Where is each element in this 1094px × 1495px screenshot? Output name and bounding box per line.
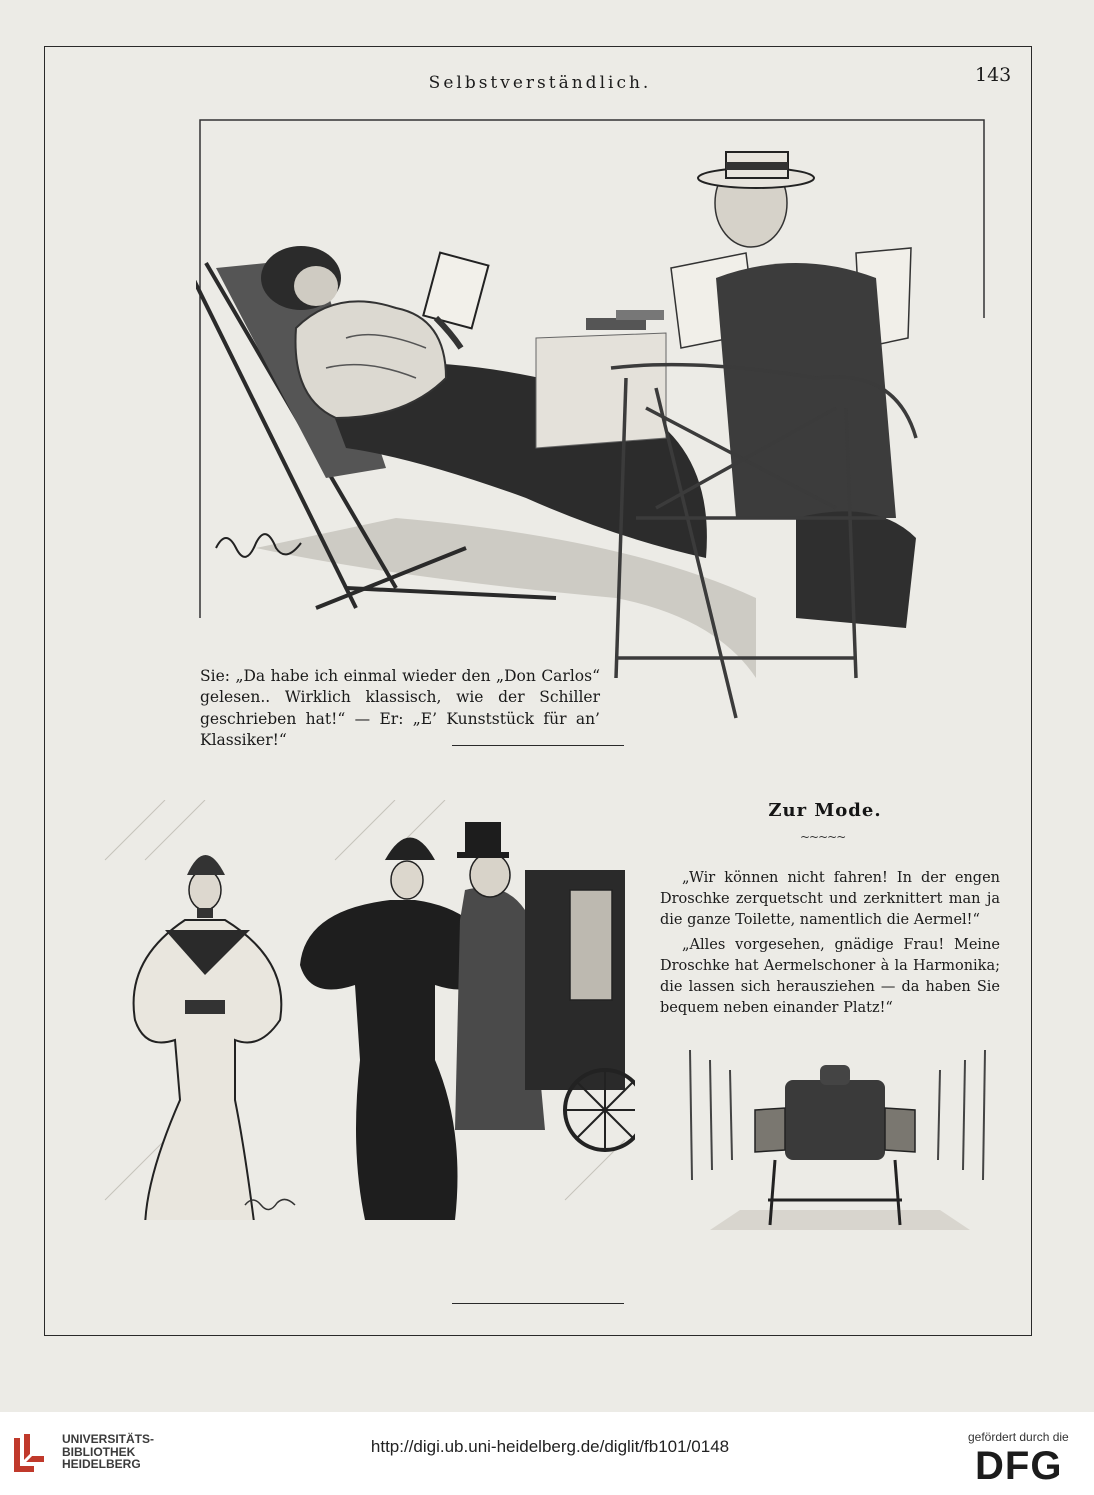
- institution-name: UNIVERSITÄTS- BIBLIOTHEK HEIDELBERG: [62, 1432, 155, 1471]
- article-paragraph: „Wir können nicht fahren! In der engen Droschke zerquetscht und zerknittert man ja die ganze Toilette, namentlich die Aermel!“: [660, 869, 1000, 928]
- page-number: 143: [975, 64, 1012, 86]
- top-cartoon-illustration: [196, 118, 986, 728]
- divider-rule-bottom: [452, 1303, 624, 1304]
- top-cartoon-caption: Sie: „Da habe ich einmal wieder den „Don Carlos“ gelesen.. Wirklich klassisch, wie der Schiller geschrieben hat!“ — Er: „E’ Kunststück für an’ Klassiker!“: [200, 666, 600, 749]
- running-head: Selbstverständlich.: [428, 73, 652, 93]
- article-paragraph: „Alles vorgesehen, gnädige Frau! Meine Droschke hat Aermelschoner à la Harmonika; die lassen sich herausziehen — da haben Sie bequem neben einander Platz!“: [660, 936, 1000, 1016]
- dfg-logo: DFG: [975, 1444, 1063, 1488]
- university-library-logo-icon: [10, 1430, 56, 1480]
- fashion-cartoon-illustration: [85, 800, 635, 1220]
- article-title: Zur Mode.: [768, 800, 882, 821]
- permalink-url[interactable]: http://digi.ub.uni-heidelberg.de/diglit/fb101/0148: [370, 1437, 730, 1456]
- title-ornament: ~~~~~: [800, 830, 846, 844]
- carriage-illustration: [680, 1030, 1000, 1230]
- funded-by-label: gefördert durch die: [968, 1430, 1069, 1444]
- divider-rule-top: [452, 745, 624, 746]
